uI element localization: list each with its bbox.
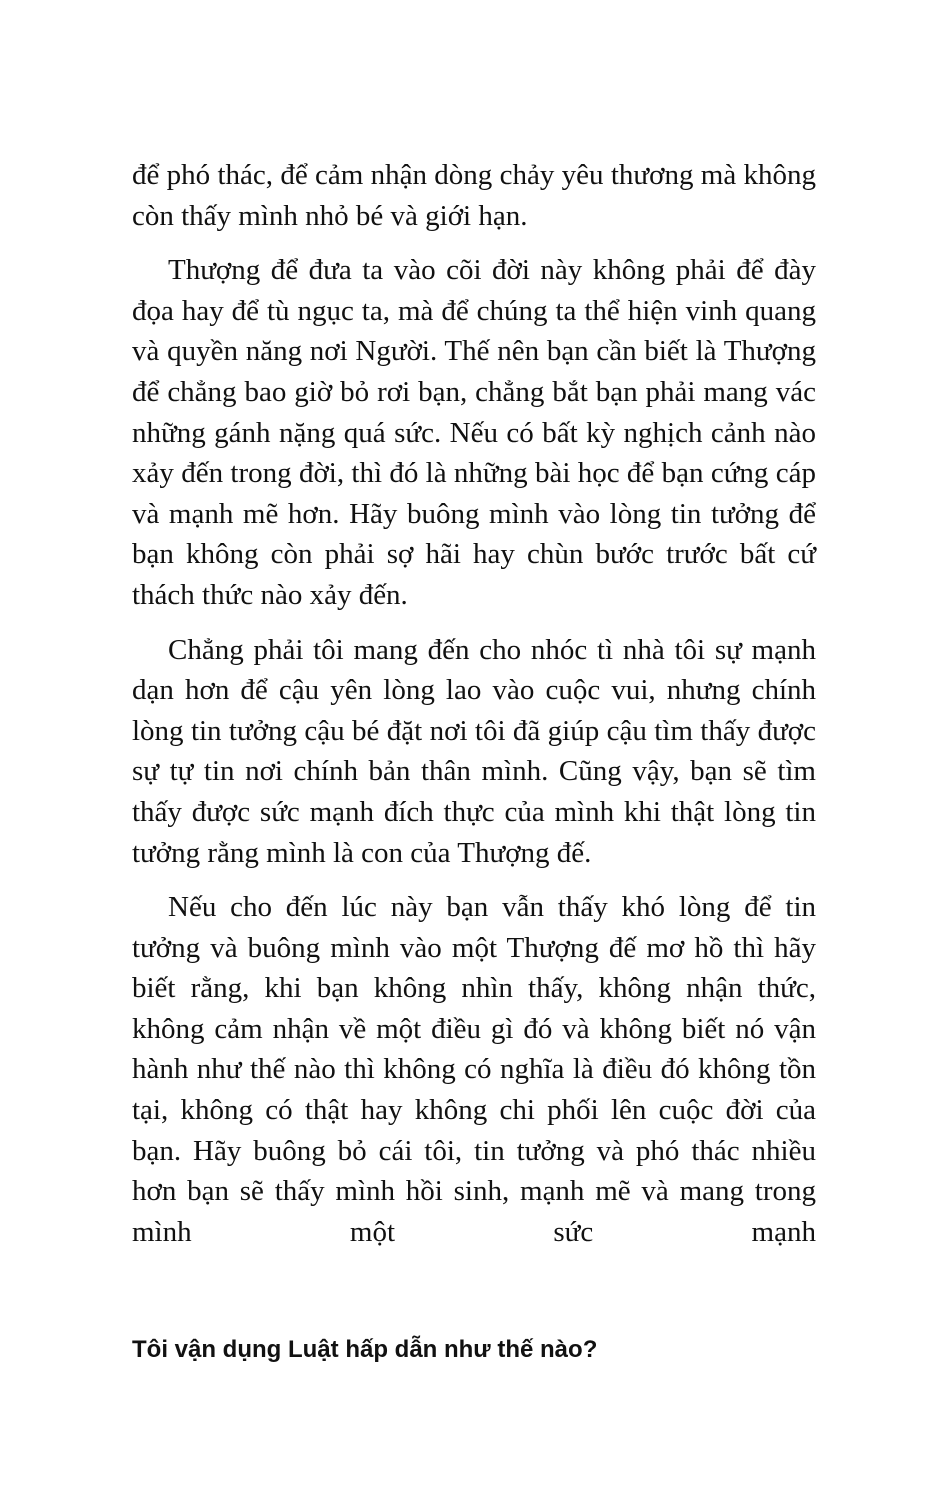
page-body (132, 155, 816, 1252)
paragraph-3: Chẳng phải tôi mang đến cho nhóc tì nhà tôi sự mạnh dạn hơn để cậu yên lòng lao vào cuộc vui, nhưng chính lòng tin tưởng cậu bé đặt nơi tôi đã giúp cậu tìm thấy được sự tự tin nơi chính bản thân mình. Cũng vậy, bạn sẽ tìm thấy được sức mạnh đích thực của mình khi thật lòng tin tưởng rằng mình là con của Thượng đế. (132, 633, 816, 869)
paragraph-continuation: để phó thác, để cảm nhận dòng chảy yêu thương mà không còn thấy mình nhỏ bé và giới hạn. (132, 159, 816, 232)
running-footer-title: Tôi vận dụng Luật hấp dẫn như thế nào? (132, 1336, 598, 1363)
paragraph-4: Nếu cho đến lúc này bạn vẫn thấy khó lòng để tin tưởng và buông mình vào một Thượng đế mơ hồ thì hãy biết rằng, khi bạn không nhìn thấy, không nhận thức, không cảm nhận về một điều gì đó và không biết nó vận hành như thế nào thì không có nghĩa là điều đó không tồn tại, không có thật hay không chi phối lên cuộc đời của bạn. Hãy buông bỏ cái tôi, tin tưởng và phó thác nhiều hơn bạn sẽ thấy mình hồi sinh, mạnh mẽ và mang trong mình một sức mạnh (132, 891, 816, 1248)
paragraph-2: Thượng để đưa ta vào cõi đời này không phải để đày đọa hay để tù ngục ta, mà để chúng ta thể hiện vinh quang và quyền năng nơi Người. Thế nên bạn cần biết là Thượng để chẳng bao giờ bỏ rơi bạn, chẳng bắt bạn phải mang vác những gánh nặng quá sức. Nếu có bất kỳ nghịch cảnh nào xảy đến trong đời, thì đó là những bài học để bạn cứng cáp và mạnh mẽ hơn. Hãy buông mình vào lòng tin tưởng để bạn không còn phải sợ hãi hay chùn bước trước bất cứ thách thức nào xảy đến. (132, 254, 816, 611)
